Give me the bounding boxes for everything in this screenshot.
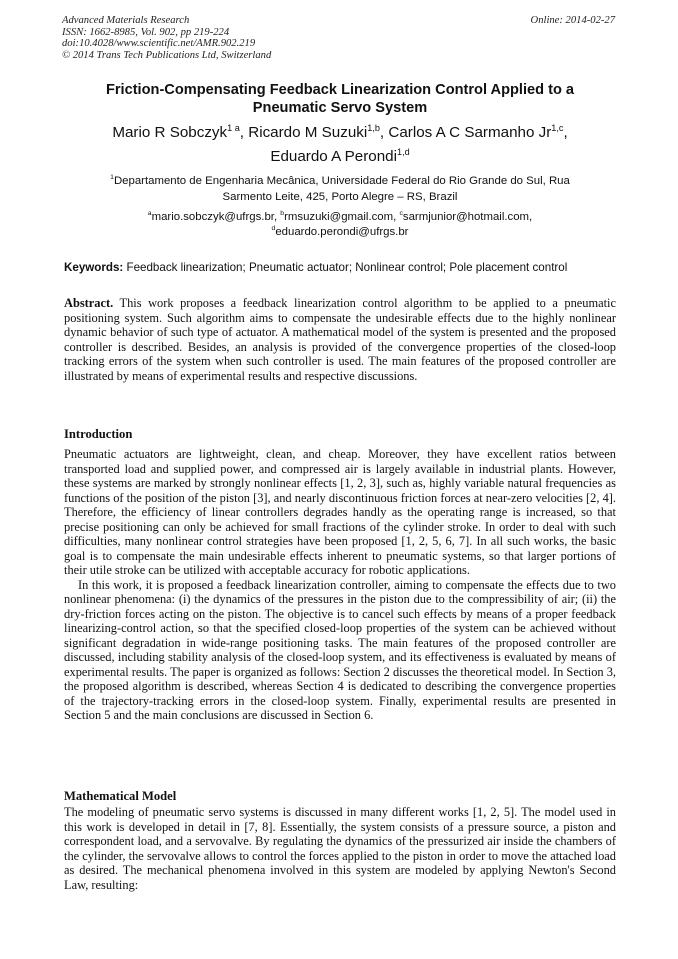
keywords	[64, 261, 624, 274]
email-mark: a	[147, 210, 152, 218]
affiliation-mark: 1	[110, 174, 114, 182]
model-paragraph-1: The modeling of pneumatic servo systems is discussed in many different works [1, 2, 5]. The model used in this work is developed in detail in [7, 8]. Essentially, the system consists of a pressure source, a piston and correspondent load, and a servovalve. By regulating the dynamics of the pressurized air inside the chambers of the cylinder, the servovalve allows to control the forces applied to the piston in order to move the attached load as desired. The mechanical phenomena involved in this system are modeled by applying Newton's Second Law, resulting:	[64, 805, 616, 892]
email-separator: ,	[393, 211, 400, 223]
issn-line: ISSN: 1662-8985, Vol. 902, pp 219-224	[62, 26, 230, 38]
email-link[interactable]: eduardo.perondi@ufrgs.br	[275, 226, 409, 238]
keywords-text: Feedback linearization; Pneumatic actuator; Nonlinear control; Pole placement control	[123, 261, 568, 274]
introduction-paragraph-2: In this work, it is proposed a feedback linearization controller, aiming to compensate the effects due to two nonlinear phenomena: (i) the dynamics of the pressures in the piston due to the compressibility of air; (ii) the dry-friction forces acting on the piston. The objective is to cancel such effects by means of a proper feedback linearizing-control action, so that the specified closed-loop properties of the system can be achieved without significant degradation in wide-range positioning tasks. The main features of the proposed controller are discussed, including stability analysis of the closed-loop system, and its effectiveness is evaluated by means of experimental results. The paper is organized as follows: Section 2 discusses the theoretical model. In Section 3, the proposed algorithm is described, whereas Section 4 is dedicated to describing the convergence properties of the trajectory-tracking errors in the closed-loop system. Finally, experimental results are presented in Section 5 and the main conclusions are discussed in Section 6.	[64, 577, 616, 722]
online-date: Online: 2014-02-27	[530, 15, 615, 26]
introduction-paragraph-1: Pneumatic actuators are lightweight, clean, and cheap. Moreover, they have excellent ratios between transported load and supplied power, and compressed air is largely available in industrial plants. However, these systems are marked by strongly nonlinear effects [1, 2, 3], such as, highly variable natural frequencies as functions of the position of the piston [3], and nearly discontinuous friction forces at near-zero velocities [2, 4]. Therefore, the efficiency of linear controllers degrades handly as the operating range is increased, so that precise positioning can only be achieved for small fractions of the cylinder stroke. In order to deal with such difficulties, many nonlinear control strategies have been proposed [1, 2, 5, 6, 7]. In all such works, the basic goal is to compensate the main undesirable effects inherent to pneumatic systems, so that larger portions of their utile stroke can be utilized with acceptable accuracy for robotic applications.	[64, 447, 616, 577]
affiliation-line-2: Sarmento Leite, 425, Porto Alegre – RS, Brazil	[222, 191, 458, 203]
abstract-label: Abstract.	[64, 296, 114, 310]
author-name: Carlos A C Sarmanho Jr	[388, 124, 552, 141]
author-separator: ,	[379, 124, 389, 141]
keywords-label: Keywords:	[64, 261, 124, 274]
abstract-text: This work proposes a feedback linearization control algorithm to be applied to a pneumatic positioning system. Such algorithm aims to compensate the undesirable effects due to the highly nonlinear dynamic behavior of such type of actuator. A mathematical model of the system is presented and the proposed controller is described. Besides, an analysis is provided of the convergence properties of the closed-loop tracking errors of the system when such controller is used. The main features of the proposed controller are illustrated by means of experimental results and respective discussions.	[64, 296, 616, 383]
email-separator: ,	[529, 211, 533, 223]
author-list	[60, 121, 620, 169]
copyright-line: © 2014 Trans Tech Publications Ltd, Switzerland	[62, 49, 272, 61]
paper-title	[60, 81, 620, 117]
email-link[interactable]: sarmjunior@hotmail.com	[402, 211, 530, 223]
email-link[interactable]: mario.sobczyk@ufrgs.br	[151, 211, 274, 223]
author-separator: ,	[239, 124, 249, 141]
introduction-body	[64, 447, 616, 723]
author-affiliation-mark: 1,c	[551, 122, 564, 133]
email-mark: d	[271, 225, 276, 233]
section-heading-mathematical-model: Mathematical Model	[64, 789, 177, 803]
abstract	[64, 296, 616, 383]
affiliation-line-1: Departamento de Engenharia Mecânica, Universidade Federal do Rio Grande do Sul, Rua	[113, 175, 570, 187]
author-name: Eduardo A Perondi	[270, 148, 397, 165]
email-link[interactable]: rmsuzuki@gmail.com	[284, 211, 394, 223]
section-heading-introduction: Introduction	[64, 427, 133, 441]
email-separator: ,	[273, 211, 281, 223]
email-list	[60, 210, 620, 240]
journal-name: Advanced Materials Research	[62, 15, 190, 26]
author-affiliation-mark: 1,b	[367, 122, 380, 133]
author-affiliation-mark: 1 a	[227, 122, 240, 133]
author-affiliation-mark: 1,d	[397, 146, 410, 157]
author-separator: ,	[563, 124, 568, 141]
doi-line: doi:10.4028/www.scientific.net/AMR.902.219	[62, 38, 256, 50]
title-line-2: Pneumatic Servo System	[252, 100, 428, 116]
email-mark: c	[399, 210, 403, 218]
author-name: Ricardo M Suzuki	[248, 124, 368, 141]
journal-header	[62, 15, 271, 61]
affiliation	[60, 173, 620, 205]
email-mark: b	[280, 210, 285, 218]
model-body	[64, 805, 616, 892]
title-line-1: Friction-Compensating Feedback Linearization Control Applied to a	[105, 82, 575, 98]
author-name: Mario R Sobczyk	[112, 124, 228, 141]
